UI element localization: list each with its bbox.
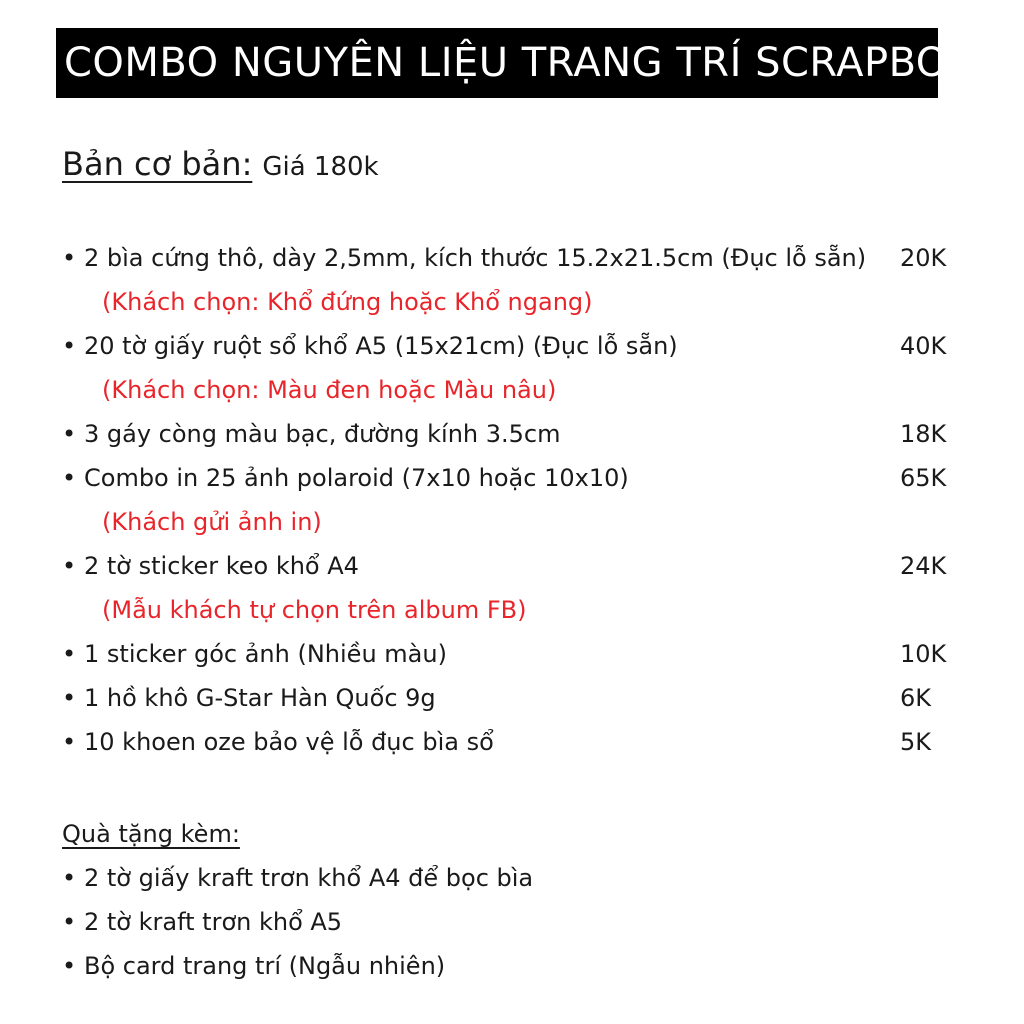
item-text: 1 sticker góc ảnh (Nhiều màu) bbox=[84, 640, 447, 668]
bullet: • bbox=[62, 640, 77, 668]
item-note: (Khách chọn: Màu đen hoặc Màu nâu) bbox=[102, 376, 557, 404]
item-price: 24K bbox=[900, 552, 947, 580]
gift-heading: Quà tặng kèm: bbox=[62, 820, 240, 848]
gift-text: Bộ card trang trí (Ngẫu nhiên) bbox=[84, 952, 446, 980]
list-item bbox=[62, 544, 962, 588]
list-item bbox=[62, 676, 962, 720]
basic-price: Giá 180k bbox=[262, 152, 379, 182]
title-banner bbox=[56, 28, 1007, 98]
bullet: • bbox=[62, 244, 77, 272]
bullet: • bbox=[62, 420, 77, 448]
item-text: Combo in 25 ảnh polaroid (7x10 hoặc 10x10) bbox=[84, 464, 629, 492]
item-text: 10 khoen oze bảo vệ lỗ đục bìa sổ bbox=[84, 728, 494, 756]
bullet: • bbox=[62, 952, 77, 980]
bullet: • bbox=[62, 684, 77, 712]
bullet: • bbox=[62, 552, 77, 580]
item-text: 20 tờ giấy ruột sổ khổ A5 (15x21cm) (Đục lỗ sẵn) bbox=[84, 332, 678, 360]
page-title: COMBO NGUYÊN LIỆU TRANG TRÍ SCRAPBOOK bbox=[64, 40, 1007, 86]
gift-text: 2 tờ kraft trơn khổ A5 bbox=[84, 908, 343, 936]
gift-item bbox=[62, 900, 342, 944]
item-price: 20K bbox=[900, 244, 947, 272]
item-text: 3 gáy còng màu bạc, đường kính 3.5cm bbox=[84, 420, 561, 448]
item-text: 1 hồ khô G-Star Hàn Quốc 9g bbox=[84, 684, 436, 712]
list-item bbox=[62, 456, 962, 500]
gift-text: 2 tờ giấy kraft trơn khổ A4 để bọc bìa bbox=[84, 864, 534, 892]
bullet: • bbox=[62, 908, 77, 936]
bullet: • bbox=[62, 332, 77, 360]
list-item bbox=[62, 324, 962, 368]
item-note: (Khách chọn: Khổ đứng hoặc Khổ ngang) bbox=[102, 288, 593, 316]
bullet: • bbox=[62, 464, 77, 492]
item-price: 40K bbox=[900, 332, 947, 360]
item-text: 2 bìa cứng thô, dày 2,5mm, kích thước 15.2x21.5cm (Đục lỗ sẵn) bbox=[84, 244, 867, 272]
gift-item bbox=[62, 944, 445, 988]
item-text: 2 tờ sticker keo khổ A4 bbox=[84, 552, 359, 580]
item-price: 18K bbox=[900, 420, 947, 448]
list-item bbox=[62, 632, 962, 676]
item-price: 5K bbox=[900, 728, 932, 756]
list-item bbox=[62, 720, 962, 764]
list-item bbox=[62, 412, 962, 456]
item-price: 6K bbox=[900, 684, 932, 712]
basic-heading bbox=[62, 142, 379, 189]
basic-label: Bản cơ bản: bbox=[62, 145, 253, 183]
gift-item bbox=[62, 856, 533, 900]
item-price: 10K bbox=[900, 640, 947, 668]
item-note: (Khách gửi ảnh in) bbox=[102, 508, 322, 536]
bullet: • bbox=[62, 864, 77, 892]
list-item bbox=[62, 236, 962, 280]
item-price: 65K bbox=[900, 464, 947, 492]
item-note: (Mẫu khách tự chọn trên album FB) bbox=[102, 596, 527, 624]
bullet: • bbox=[62, 728, 77, 756]
